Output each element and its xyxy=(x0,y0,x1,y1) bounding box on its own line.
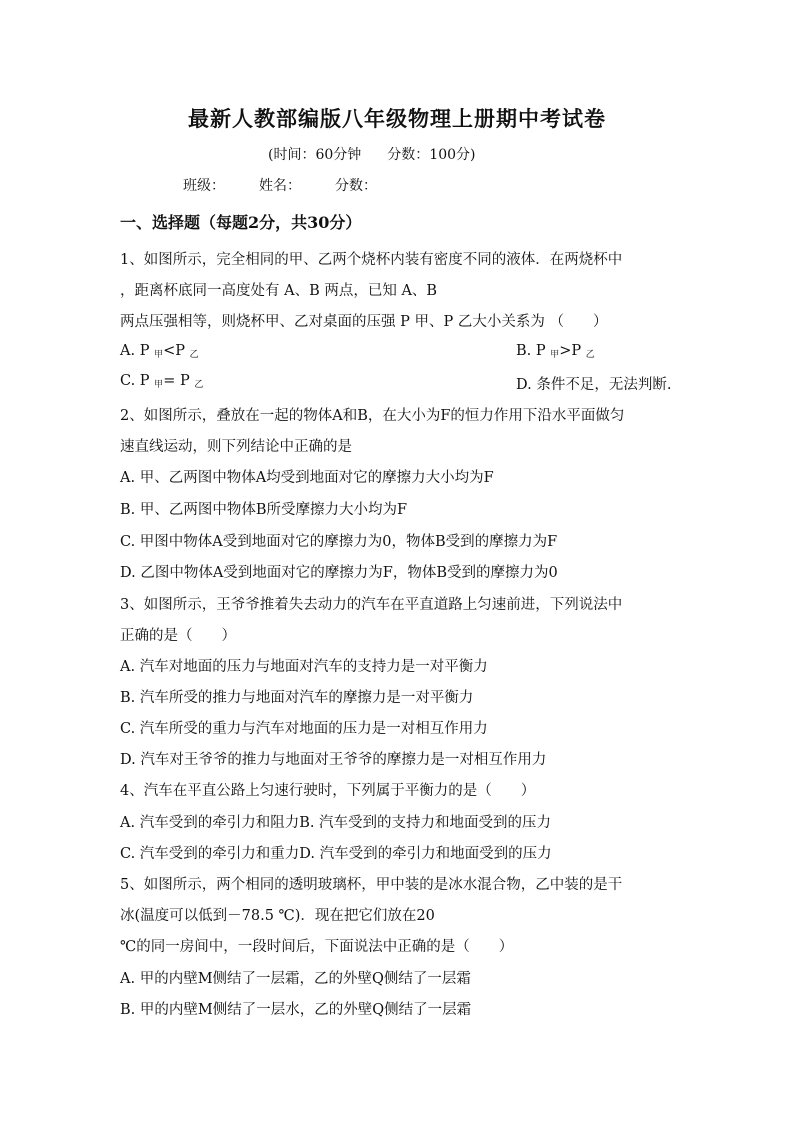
q1-option-c: C. P $_甲$= P $_乙$ xyxy=(120,373,204,390)
q1-option-b: B. P $_甲$>P $_乙$ xyxy=(516,343,595,360)
q5-line-3: ℃的同一房间中，一段时间后，下面说法中正确的是（ ） xyxy=(120,939,514,955)
q2-option-b: B. 甲、乙两图中物体B所受摩擦力大小均为F xyxy=(120,502,408,518)
q1-options-ab xyxy=(120,343,595,360)
q1-line-3: 两点压强相等，则烧杯甲、乙对桌面的压强 P 甲、P 乙大小关系为 （ ） xyxy=(120,314,608,330)
q2-option-d: D. 乙图中物体A受到地面对它的摩擦力为F，物体B受到的摩擦力为0 xyxy=(120,565,558,581)
name-label: 姓名： xyxy=(259,178,301,194)
time-limit: (时间：60分钟 xyxy=(268,147,362,163)
q3-line-1: 3、如图所示，王爷爷推着失去动力的汽车在平直道路上匀速前进，下列说法中 xyxy=(120,597,623,613)
q2-option-a: A. 甲、乙两图中物体A均受到地面对它的摩擦力大小均为F xyxy=(120,470,494,486)
q1-option-d: D. 条件不足，无法判断. xyxy=(516,377,672,393)
total-score: 分数：100分) xyxy=(387,147,476,163)
q5-line-1: 5、如图所示，两个相同的透明玻璃杯，甲中装的是冰水混合物，乙中装的是干 xyxy=(120,877,623,893)
q5-option-a: A. 甲的内壁M侧结了一层霜，乙的外壁Q侧结了一层霜 xyxy=(120,971,471,987)
page-title: 最新人教部编版八年级物理上册期中考试卷 xyxy=(188,106,606,131)
q2-line-1: 2、如图所示，叠放在一起的物体A和B，在大小为F的恒力作用下沿水平面做匀 xyxy=(120,408,625,424)
score-label: 分数： xyxy=(335,178,377,194)
q3-option-c: C. 汽车所受的重力与汽车对地面的压力是一对相互作用力 xyxy=(120,721,488,737)
q5-option-b: B. 甲的内壁M侧结了一层水，乙的外壁Q侧结了一层霜 xyxy=(120,1002,472,1018)
q5-line-2: 冰(温度可以低到－78.5 ℃)．现在把它们放在20 xyxy=(120,908,435,924)
q2-line-2: 速直线运动，则下列结论中正确的是 xyxy=(120,439,352,455)
q3-option-d: D. 汽车对王爷爷的推力与地面对王爷爷的摩擦力是一对相互作用力 xyxy=(120,752,547,768)
q3-option-a: A. 汽车对地面的压力与地面对汽车的支持力是一对平衡力 xyxy=(120,659,488,675)
q4-options-cd: C. 汽车受到的牵引力和重力D. 汽车受到的牵引力和地面受到的压力 xyxy=(120,846,552,862)
student-info xyxy=(183,175,411,195)
q3-option-b: B. 汽车所受的推力与地面对汽车的摩擦力是一对平衡力 xyxy=(120,690,474,706)
q1-options-cd xyxy=(120,373,672,393)
q1-line-2: ，距离杯底同一高度处有 A、B 两点，已知 A、B xyxy=(120,283,438,299)
q4-options-ab: A. 汽车受到的牵引力和阻力B. 汽车受到的支持力和地面受到的压力 xyxy=(120,815,552,831)
q3-line-2: 正确的是（ ） xyxy=(120,628,236,644)
q2-option-c: C. 甲图中物体A受到地面对它的摩擦力为0，物体B受到的摩擦力为F xyxy=(120,534,558,550)
section-heading: 一、选择题（每题2分，共30分） xyxy=(120,213,362,232)
q1-option-a: A. P $_甲$<P $_乙$ xyxy=(120,343,199,360)
exam-subtitle xyxy=(268,144,501,164)
q4-line-1: 4、汽车在平直公路上匀速行驶时，下列属于平衡力的是（ ） xyxy=(120,783,536,799)
q1-line-1: 1、如图所示，完全相同的甲、乙两个烧杯内装有密度不同的液体．在两烧杯中 xyxy=(120,252,623,268)
class-label: 班级： xyxy=(183,178,225,194)
